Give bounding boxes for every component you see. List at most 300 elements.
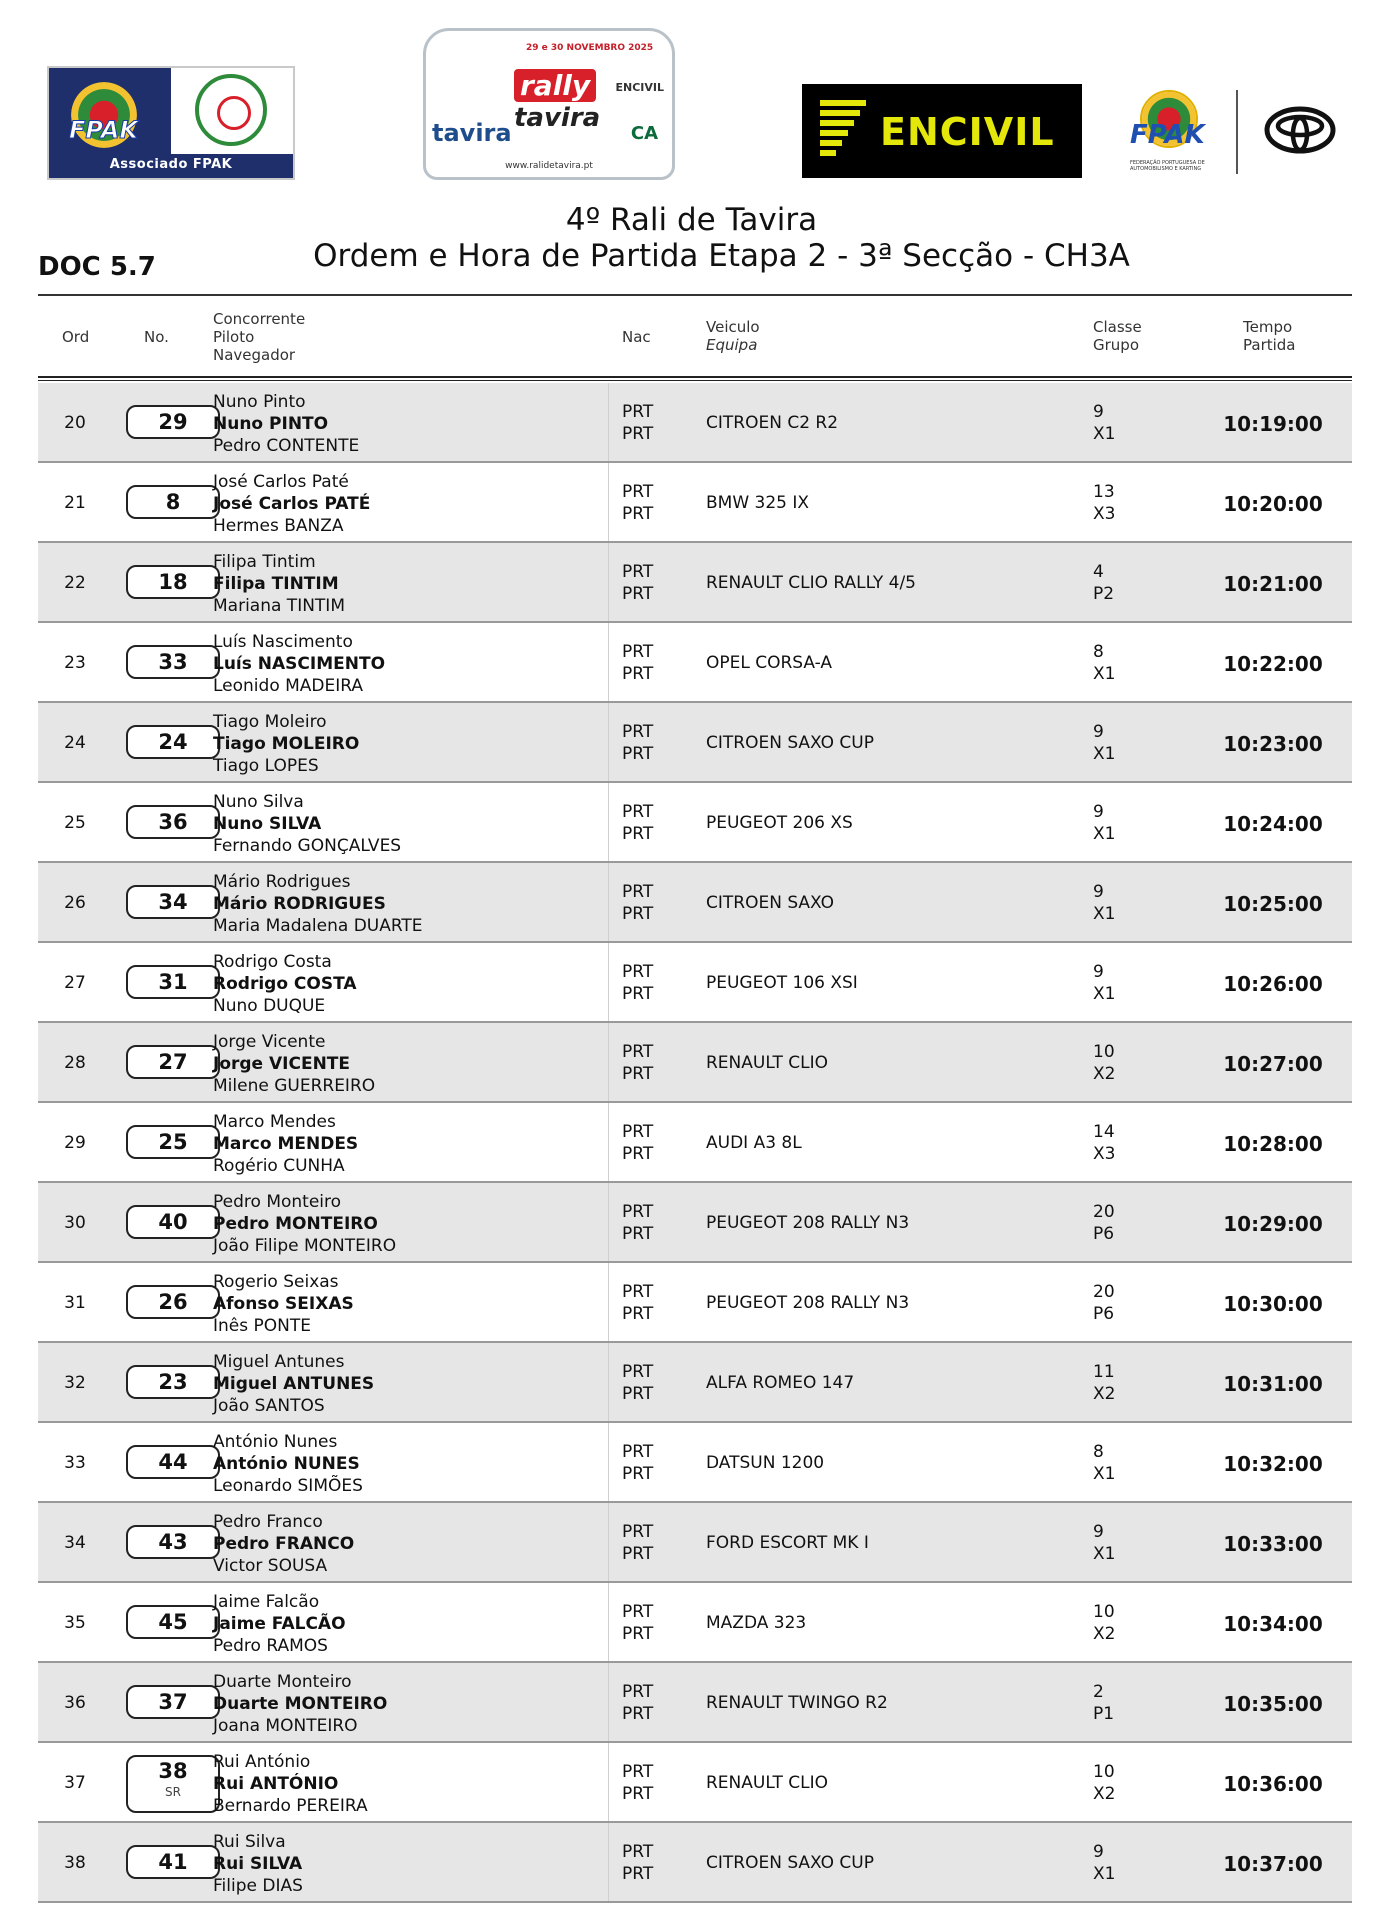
class-group-cell (1093, 1761, 1115, 1805)
vehicle-cell: PEUGEOT 208 RALLY N3 (706, 1293, 910, 1313)
nationality-cell (622, 1041, 653, 1085)
car-number: 27 (158, 1050, 188, 1074)
start-time-cell: 10:34:00 (1223, 1612, 1323, 1636)
ord-cell: 25 (64, 813, 86, 833)
nationality-cell (622, 1441, 653, 1485)
start-time-cell: 10:21:00 (1223, 572, 1323, 596)
navegador-nac: PRT (622, 1544, 654, 1564)
table-row (38, 863, 1352, 943)
navegador-nac: PRT (622, 904, 654, 924)
concorrente-name: Miguel Antunes (213, 1352, 345, 1372)
table-row (38, 463, 1352, 543)
concorrente-name: José Carlos Paté (213, 472, 349, 492)
navegador-name: Tiago LOPES (213, 756, 319, 776)
piloto-nac: PRT (622, 962, 654, 982)
car-number: 18 (158, 570, 188, 594)
navegador-nac: PRT (622, 1464, 654, 1484)
class-group-cell (1093, 1441, 1115, 1485)
car-number: 24 (158, 730, 188, 754)
navegador-nac: PRT (622, 1384, 654, 1404)
start-time-cell: 10:31:00 (1223, 1372, 1323, 1396)
column-divider (608, 1823, 609, 1901)
navegador-name: Mariana TINTIM (213, 596, 345, 616)
group-value: X2 (1093, 1064, 1116, 1084)
table-row (38, 1423, 1352, 1503)
start-time-cell: 10:32:00 (1223, 1452, 1323, 1476)
navegador-name: Leonido MADEIRA (213, 676, 364, 696)
rally-tavira-word: tavira (514, 103, 601, 133)
start-time-cell: 10:36:00 (1223, 1772, 1323, 1796)
class-value: 2 (1093, 1682, 1104, 1702)
piloto-name: Mário RODRIGUES (213, 894, 386, 914)
navegador-nac: PRT (622, 1864, 654, 1884)
rally-word: rally (514, 69, 596, 102)
navegador-name: Maria Madalena DUARTE (213, 916, 423, 936)
crew-cell (213, 551, 345, 617)
class-value: 4 (1093, 562, 1104, 582)
group-value: X3 (1093, 1144, 1116, 1164)
nationality-cell (622, 881, 653, 925)
navegador-nac: PRT (622, 1064, 654, 1084)
class-value: 9 (1093, 402, 1104, 422)
table-row (38, 383, 1352, 463)
class-value: 10 (1093, 1602, 1115, 1622)
crew-cell (213, 631, 385, 697)
piloto-nac: PRT (622, 1602, 654, 1622)
crew-cell (213, 1591, 346, 1657)
group-value: X1 (1093, 1544, 1116, 1564)
crew-cell (213, 1351, 374, 1417)
ord-cell: 31 (64, 1293, 86, 1313)
class-group-cell (1093, 1041, 1115, 1085)
class-value: 9 (1093, 722, 1104, 742)
class-group-cell (1093, 881, 1115, 925)
piloto-name: Miguel ANTUNES (213, 1374, 375, 1394)
ord-cell: 29 (64, 1133, 86, 1153)
table-row (38, 1343, 1352, 1423)
class-value: 8 (1093, 642, 1104, 662)
col-veiculo: Veiculo (706, 318, 760, 336)
group-value: X1 (1093, 744, 1116, 764)
fpak-logo-text: FPAK (69, 116, 138, 144)
car-number: 23 (158, 1370, 188, 1394)
nationality-cell (622, 1121, 653, 1165)
column-divider (608, 1103, 609, 1181)
col-grupo: Grupo (1093, 336, 1139, 354)
piloto-name: António NUNES (213, 1454, 360, 1474)
car-number-badge (126, 1445, 220, 1479)
class-value: 20 (1093, 1282, 1115, 1302)
col-no: No. (144, 328, 169, 346)
piloto-name: Rodrigo COSTA (213, 974, 357, 994)
piloto-name: Nuno PINTO (213, 414, 329, 434)
group-value: X1 (1093, 904, 1116, 924)
car-number: 33 (158, 650, 188, 674)
car-number-badge (126, 965, 220, 999)
piloto-nac: PRT (622, 402, 654, 422)
logo-divider (1236, 90, 1238, 174)
class-value: 8 (1093, 1442, 1104, 1462)
concorrente-name: Filipa Tintim (213, 552, 316, 572)
vehicle-cell: RENAULT CLIO (706, 1773, 828, 1793)
car-number: 44 (158, 1450, 188, 1474)
navegador-name: Milene GUERREIRO (213, 1076, 376, 1096)
group-value: P6 (1093, 1224, 1115, 1244)
piloto-nac: PRT (622, 1362, 654, 1382)
start-time-cell: 10:33:00 (1223, 1532, 1323, 1556)
start-time-cell: 10:22:00 (1223, 652, 1323, 676)
column-divider (608, 1263, 609, 1341)
vehicle-cell: CITROEN C2 R2 (706, 413, 839, 433)
nationality-cell (622, 641, 653, 685)
encivil-logo (802, 84, 1082, 178)
crew-cell (213, 471, 370, 537)
car-number-badge (126, 485, 220, 519)
table-row (38, 1183, 1352, 1263)
car-number-badge (126, 645, 220, 679)
concorrente-name: Rodrigo Costa (213, 952, 332, 972)
crew-cell (213, 1111, 358, 1177)
piloto-nac: PRT (622, 1122, 654, 1142)
crew-cell (213, 1031, 375, 1097)
navegador-name: Pedro RAMOS (213, 1636, 328, 1656)
nationality-cell (622, 721, 653, 765)
sr-label: SR (165, 1785, 181, 1799)
col-equipa: Equipa (706, 336, 758, 354)
navegador-name: Bernardo PEREIRA (213, 1796, 368, 1816)
page-subtitle: Ordem e Hora de Partida Etapa 2 - 3ª Secção - CH3A (313, 238, 1130, 274)
column-divider (608, 543, 609, 621)
car-number-badge (126, 1045, 220, 1079)
piloto-nac: PRT (622, 722, 654, 742)
class-group-cell (1093, 401, 1115, 445)
car-number: 31 (158, 970, 188, 994)
piloto-name: Duarte MONTEIRO (213, 1694, 388, 1714)
concorrente-name: Mário Rodrigues (213, 872, 351, 892)
class-value: 13 (1093, 482, 1115, 502)
fpak-logo (1130, 90, 1210, 174)
municipio-tavira-word: tavira (432, 119, 512, 147)
nationality-cell (622, 1681, 653, 1725)
column-divider (608, 863, 609, 941)
piloto-nac: PRT (622, 1202, 654, 1222)
class-group-cell (1093, 1361, 1115, 1405)
navegador-name: Joana MONTEIRO (213, 1716, 358, 1736)
car-number-badge (126, 1365, 220, 1399)
start-time-cell: 10:37:00 (1223, 1852, 1323, 1876)
class-group-cell (1093, 1841, 1115, 1885)
start-time-cell: 10:35:00 (1223, 1692, 1323, 1716)
ord-cell: 21 (64, 493, 86, 513)
navegador-name: Rogério CUNHA (213, 1156, 345, 1176)
car-number: 43 (158, 1530, 188, 1554)
vehicle-cell: CITROEN SAXO (706, 893, 834, 913)
rally-url: www.ralidetavira.pt (505, 161, 593, 171)
group-value: X1 (1093, 1464, 1116, 1484)
nationality-cell (622, 1281, 653, 1325)
group-value: X2 (1093, 1784, 1116, 1804)
ord-cell: 26 (64, 893, 86, 913)
group-value: X1 (1093, 424, 1116, 444)
start-time-cell: 10:27:00 (1223, 1052, 1323, 1076)
col-nac: Nac (622, 328, 651, 346)
piloto-name: Jorge VICENTE (213, 1054, 351, 1074)
group-value: X3 (1093, 504, 1116, 524)
class-group-cell (1093, 1521, 1115, 1565)
fpak-subtitle: FEDERAÇÃO PORTUGUESA DE AUTOMOBILISMO E KARTING (1130, 160, 1205, 172)
group-value: P2 (1093, 584, 1115, 604)
piloto-name: Pedro MONTEIRO (213, 1214, 378, 1234)
car-number-badge (126, 1285, 220, 1319)
concorrente-name: Nuno Silva (213, 792, 304, 812)
ord-cell: 32 (64, 1373, 86, 1393)
car-number-badge (126, 405, 220, 439)
page-title: 4º Rali de Tavira (565, 202, 818, 238)
class-value: 11 (1093, 1362, 1115, 1382)
group-value: X1 (1093, 1864, 1116, 1884)
vehicle-cell: RENAULT CLIO RALLY 4/5 (706, 573, 916, 593)
column-divider (608, 943, 609, 1021)
class-group-cell (1093, 641, 1115, 685)
header-bottom-rule-2 (38, 380, 1352, 381)
crew-cell (213, 1431, 363, 1497)
piloto-nac: PRT (622, 1282, 654, 1302)
ord-cell: 22 (64, 573, 86, 593)
car-number: 25 (158, 1130, 188, 1154)
crew-cell (213, 1511, 354, 1577)
piloto-nac: PRT (622, 802, 654, 822)
navegador-nac: PRT (622, 424, 654, 444)
column-divider (608, 1343, 609, 1421)
table-row (38, 1663, 1352, 1743)
class-value: 9 (1093, 1842, 1104, 1862)
piloto-name: Pedro FRANCO (213, 1534, 355, 1554)
start-time-cell: 10:19:00 (1223, 412, 1323, 436)
table-row (38, 1743, 1352, 1823)
nationality-cell (622, 1361, 653, 1405)
class-value: 14 (1093, 1122, 1115, 1142)
rally-ca-word: CA (630, 123, 658, 144)
piloto-name: José Carlos PATÉ (213, 494, 371, 514)
class-value: 9 (1093, 1522, 1104, 1542)
column-divider (608, 1423, 609, 1501)
vehicle-cell: CITROEN SAXO CUP (706, 733, 874, 753)
concorrente-name: Rui António (213, 1752, 311, 1772)
car-number-badge (126, 805, 220, 839)
column-divider (608, 383, 609, 461)
group-value: X1 (1093, 664, 1116, 684)
table-row (38, 1263, 1352, 1343)
associado-fpak-label: Associado FPAK (109, 157, 233, 172)
ord-cell: 33 (64, 1453, 86, 1473)
navegador-name: Filipe DIAS (213, 1876, 303, 1896)
crew-cell (213, 391, 359, 457)
piloto-nac: PRT (622, 562, 654, 582)
car-number-badge (126, 1125, 220, 1159)
vehicle-cell: FORD ESCORT MK I (706, 1533, 869, 1553)
col-partida: Partida (1243, 336, 1296, 354)
piloto-nac: PRT (622, 1762, 654, 1782)
navegador-name: Inês PONTE (213, 1316, 311, 1336)
col-tempo: Tempo (1243, 318, 1293, 336)
navegador-nac: PRT (622, 744, 654, 764)
crew-cell (213, 871, 423, 937)
club-seal-icon (195, 74, 267, 146)
piloto-name: Rui SILVA (213, 1854, 303, 1874)
navegador-nac: PRT (622, 584, 654, 604)
ord-cell: 28 (64, 1053, 86, 1073)
piloto-nac: PRT (622, 1842, 654, 1862)
class-value: 10 (1093, 1042, 1115, 1062)
concorrente-name: Rui Silva (213, 1832, 286, 1852)
ord-cell: 37 (64, 1773, 86, 1793)
nationality-cell (622, 1761, 653, 1805)
nationality-cell (622, 801, 653, 845)
header-bottom-rule (38, 376, 1352, 378)
navegador-nac: PRT (622, 824, 654, 844)
vehicle-cell: CITROEN SAXO CUP (706, 1853, 874, 1873)
vehicle-cell: RENAULT CLIO (706, 1053, 828, 1073)
concorrente-name: Jaime Falcão (213, 1592, 320, 1612)
ord-cell: 30 (64, 1213, 86, 1233)
nationality-cell (622, 561, 653, 605)
start-time-cell: 10:25:00 (1223, 892, 1323, 916)
nationality-cell (622, 481, 653, 525)
navegador-nac: PRT (622, 504, 654, 524)
car-number: 37 (158, 1690, 188, 1714)
group-value: X1 (1093, 984, 1116, 1004)
vehicle-cell: PEUGEOT 106 XSI (706, 973, 858, 993)
start-time-cell: 10:20:00 (1223, 492, 1323, 516)
column-divider (608, 703, 609, 781)
piloto-name: Nuno SILVA (213, 814, 322, 834)
piloto-name: Luís NASCIMENTO (213, 654, 386, 674)
table-row (38, 1503, 1352, 1583)
class-value: 10 (1093, 1762, 1115, 1782)
piloto-nac: PRT (622, 882, 654, 902)
car-number-badge (126, 1685, 220, 1719)
piloto-nac: PRT (622, 642, 654, 662)
club-seal-panel (171, 68, 293, 154)
column-divider (608, 1503, 609, 1581)
class-group-cell (1093, 1681, 1114, 1725)
car-number: 38 (158, 1759, 188, 1783)
class-value: 9 (1093, 802, 1104, 822)
navegador-name: Pedro CONTENTE (213, 436, 360, 456)
piloto-name: Jaime FALCÃO (213, 1614, 346, 1634)
table-row (38, 1023, 1352, 1103)
fpak-word: FPAK (1130, 120, 1205, 150)
piloto-nac: PRT (622, 1442, 654, 1462)
column-divider (608, 623, 609, 701)
car-number: 8 (165, 490, 181, 514)
ord-cell: 36 (64, 1693, 86, 1713)
car-number-badge (126, 1605, 220, 1639)
column-divider (608, 1743, 609, 1821)
table-row (38, 703, 1352, 783)
car-number-badge (126, 1845, 220, 1879)
nationality-cell (622, 1841, 653, 1885)
class-group-cell (1093, 1201, 1115, 1245)
car-number-badge (126, 565, 220, 599)
crew-cell (213, 1751, 368, 1817)
nationality-cell (622, 401, 653, 445)
navegador-nac: PRT (622, 664, 654, 684)
navegador-name: João Filipe MONTEIRO (213, 1236, 397, 1256)
navegador-nac: PRT (622, 984, 654, 1004)
navegador-nac: PRT (622, 1704, 654, 1724)
ord-cell: 35 (64, 1613, 86, 1633)
table-header (38, 300, 1352, 374)
crew-cell (213, 791, 401, 857)
header-rule (38, 294, 1352, 296)
col-navegador: Navegador (213, 346, 296, 364)
car-number: 45 (158, 1610, 188, 1634)
class-group-cell (1093, 1601, 1115, 1645)
car-number: 41 (158, 1850, 188, 1874)
concorrente-name: Marco Mendes (213, 1112, 336, 1132)
car-number: 34 (158, 890, 188, 914)
navegador-nac: PRT (622, 1144, 654, 1164)
rally-dates: 29 e 30 NOVEMBRO 2025 (526, 43, 654, 53)
encivil-bars-icon (820, 100, 866, 162)
nationality-cell (622, 1201, 653, 1245)
start-time-cell: 10:29:00 (1223, 1212, 1323, 1236)
piloto-nac: PRT (622, 482, 654, 502)
ord-cell: 34 (64, 1533, 86, 1553)
ord-cell: 23 (64, 653, 86, 673)
column-divider (608, 783, 609, 861)
table-row (38, 1103, 1352, 1183)
class-group-cell (1093, 1121, 1115, 1165)
navegador-name: Hermes BANZA (213, 516, 344, 536)
start-time-cell: 10:30:00 (1223, 1292, 1323, 1316)
concorrente-name: Tiago Moleiro (213, 712, 327, 732)
crew-cell (213, 1671, 387, 1737)
piloto-nac: PRT (622, 1682, 654, 1702)
car-number: 36 (158, 810, 188, 834)
concorrente-name: Rogerio Seixas (213, 1272, 339, 1292)
navegador-nac: PRT (622, 1624, 654, 1644)
table-row (38, 1583, 1352, 1663)
vehicle-cell: RENAULT TWINGO R2 (706, 1693, 888, 1713)
navegador-nac: PRT (622, 1304, 654, 1324)
group-value: P1 (1093, 1704, 1115, 1724)
piloto-name: Afonso SEIXAS (213, 1294, 354, 1314)
group-value: X1 (1093, 824, 1116, 844)
vehicle-cell: ALFA ROMEO 147 (706, 1373, 855, 1393)
vehicle-cell: DATSUN 1200 (706, 1453, 825, 1473)
rally-tavira-logo (423, 28, 675, 180)
ord-cell: 27 (64, 973, 86, 993)
ord-cell: 24 (64, 733, 86, 753)
car-number: 29 (158, 410, 188, 434)
table-row (38, 623, 1352, 703)
col-ord: Ord (62, 328, 90, 346)
nationality-cell (622, 1601, 653, 1645)
vehicle-cell: OPEL CORSA-A (706, 653, 833, 673)
class-group-cell (1093, 801, 1115, 845)
vehicle-cell: PEUGEOT 206 XS (706, 813, 853, 833)
nationality-cell (622, 1521, 653, 1565)
column-divider (608, 1023, 609, 1101)
crew-cell (213, 1831, 303, 1897)
class-value: 9 (1093, 882, 1104, 902)
navegador-name: Nuno DUQUE (213, 996, 326, 1016)
crew-cell (213, 951, 357, 1017)
class-group-cell (1093, 961, 1115, 1005)
navegador-name: Leonardo SIMÕES (213, 1476, 363, 1496)
